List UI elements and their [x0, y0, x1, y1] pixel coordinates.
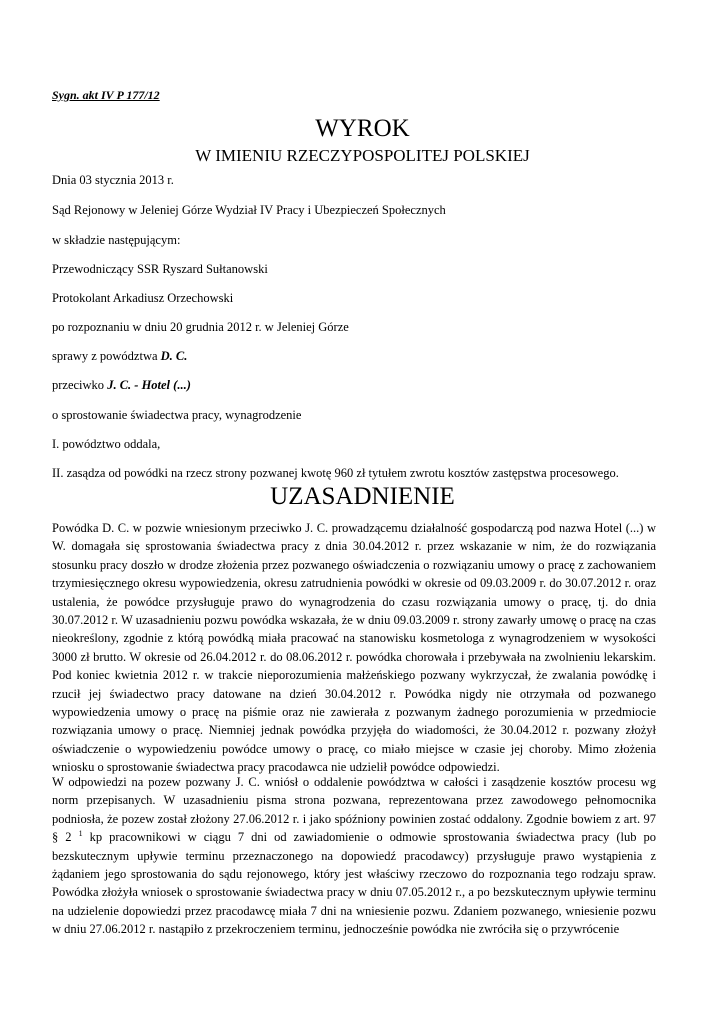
- ruling-item-2: II. zasądza od powódki na rzecz strony pozwanej kwotę 960 zł tytułem zwrotu kosztów zastępstwa procesowego.: [52, 466, 619, 480]
- justification-title: UZASADNIENIE: [270, 483, 455, 510]
- defendant-name: J. C. - Hotel (...): [107, 378, 191, 392]
- court-line: Sąd Rejonowy w Jeleniej Górze Wydział IV Pracy i Ubezpieczeń Społecznych: [52, 203, 446, 217]
- ruling-item-1: I. powództwo oddala,: [52, 437, 161, 451]
- composition-line: w składzie następującym:: [52, 233, 181, 247]
- justification-paragraph-2: [52, 773, 656, 939]
- case-line: [52, 349, 187, 364]
- case-prefix: sprawy z powództwa: [52, 349, 161, 363]
- subject-line: o sprostowanie świadectwa pracy, wynagrodzenie: [52, 408, 302, 422]
- chair-line: Przewodniczący SSR Ryszard Sułtanowski: [52, 262, 268, 276]
- document-title: WYROK: [315, 115, 410, 142]
- paragraph-2-text-a: W odpowiedzi na pozew pozwany J. C. wniósł o oddalenie powództwa w całości i zasądzenie kosztów procesu wg norm przepisanych. W uzasadnieniu pisma strona pozwana, reprezentowana przez zawodowego pełnomocnika podniosła, że pozew został złożony 27.06.2012 r. i jako spóźniony powinien zostać oddalony. Zgodnie bowiem z art. 97 § 2: [52, 775, 656, 845]
- case-signature: Sygn. akt IV P 177/12: [52, 88, 160, 102]
- justification-paragraph-1: Powódka D. C. w pozwie wniesionym przeciwko J. C. prowadzącemu działalność gospodarczą pod nazwa Hotel (...) w W. domagała się sprostowania świadectwa pracy z dnia 30.04.2012 r. przez wskazanie w nim, że do rozwiązania stosunku pracy doszło w drodze złożenia przez pozwanego oświadczenia o rozwiązaniu umowy o pracę z zachowaniem trzymiesięcznego okresu wypowiedzenia, okresu zatrudnienia powódki w okresie od 09.03.2009 r. do 30.07.2012 r. oraz ustalenia, że powódce przysługuje prawo do wynagrodzenia do czasu rozwiązania umowy o pracę, tj. do dnia 30.07.2012 r. W uzasadnieniu pozwu powódka wskazała, że w dniu 09.03.2009 r. strony zawarły umowę o pracę na czas nieokreślony, zgodnie z którą powódką miała pracować na stanowisku kosmetologa z wynagrodzeniem w wysokości 3000 zł brutto. W okresie od 26.04.2012 r. do 08.06.2012 r. powódka chorowała i przebywała na zwolnieniu lekarskim. Pod koniec kwietnia 2012 r. w trakcie nieporozumienia małżeńskiego pozwany wykrzyczał, że zwalania powódkę i rzucił jej świadectwo pracy datowane na dzień 30.04.2012 r. Powódka nigdy nie otrzymała od pozwanego wypowiedzenia umowy o pracę na piśmie oraz nie zawierała z pozwanym żadnego porozumienia w przedmiocie rozwiązania umowy o pracę. Niemniej jednak powódka przyjęła do wiadomości, że 30.04.2012 r. pozwany złożył oświadczenie o wypowiedzeniu powódce umowy o pracę, co miało miejsce w czasie jej choroby. Mimo złożenia wniosku o sprostowanie świadectwa pracy pracodawca nie udzielił powódce odpowiedzi.: [52, 521, 656, 775]
- date-line: Dnia 03 stycznia 2013 r.: [52, 173, 174, 187]
- against-line: [52, 378, 191, 393]
- document-subtitle: W IMIENIU RZECZYPOSPOLITEJ POLSKIEJ: [195, 146, 530, 165]
- plaintiff-name: D. C.: [160, 349, 188, 363]
- superscript-marker: 1: [78, 829, 83, 839]
- clerk-line: Protokolant Arkadiusz Orzechowski: [52, 291, 234, 305]
- paragraph-2-text-b: kp pracownikowi w ciągu 7 dni od zawiadomienie o odmowie sprostowania świadectwa pracy (lub po bezskutecznym upływie terminu przeznaczonego na dopowiedź pracodawcy) przysługuje prawo wystąpienia z żądaniem jego sprostowania do sądu rejonowego, który jest właściwy rzeczowo do rozpoznania tego rodzaju spraw. Powódka złożyła wniosek o sprostowanie świadectwa pracy w dniu 07.05.2012 r., a po bezskutecznym upływie terminu na udzielenie dopowiedzi przez pracodawcę miała 7 dni na wniesienie pozwu. Zdaniem pozwanego, wniesienie pozwu w dniu 27.06.2012 r. nastąpiło z przekroczeniem terminu, jednocześnie powódka nie zwróciła się o przywrócenie: [52, 830, 657, 937]
- hearing-line: po rozpoznaniu w dniu 20 grudnia 2012 r. w Jeleniej Górze: [52, 320, 349, 334]
- against-prefix: przeciwko: [52, 378, 108, 392]
